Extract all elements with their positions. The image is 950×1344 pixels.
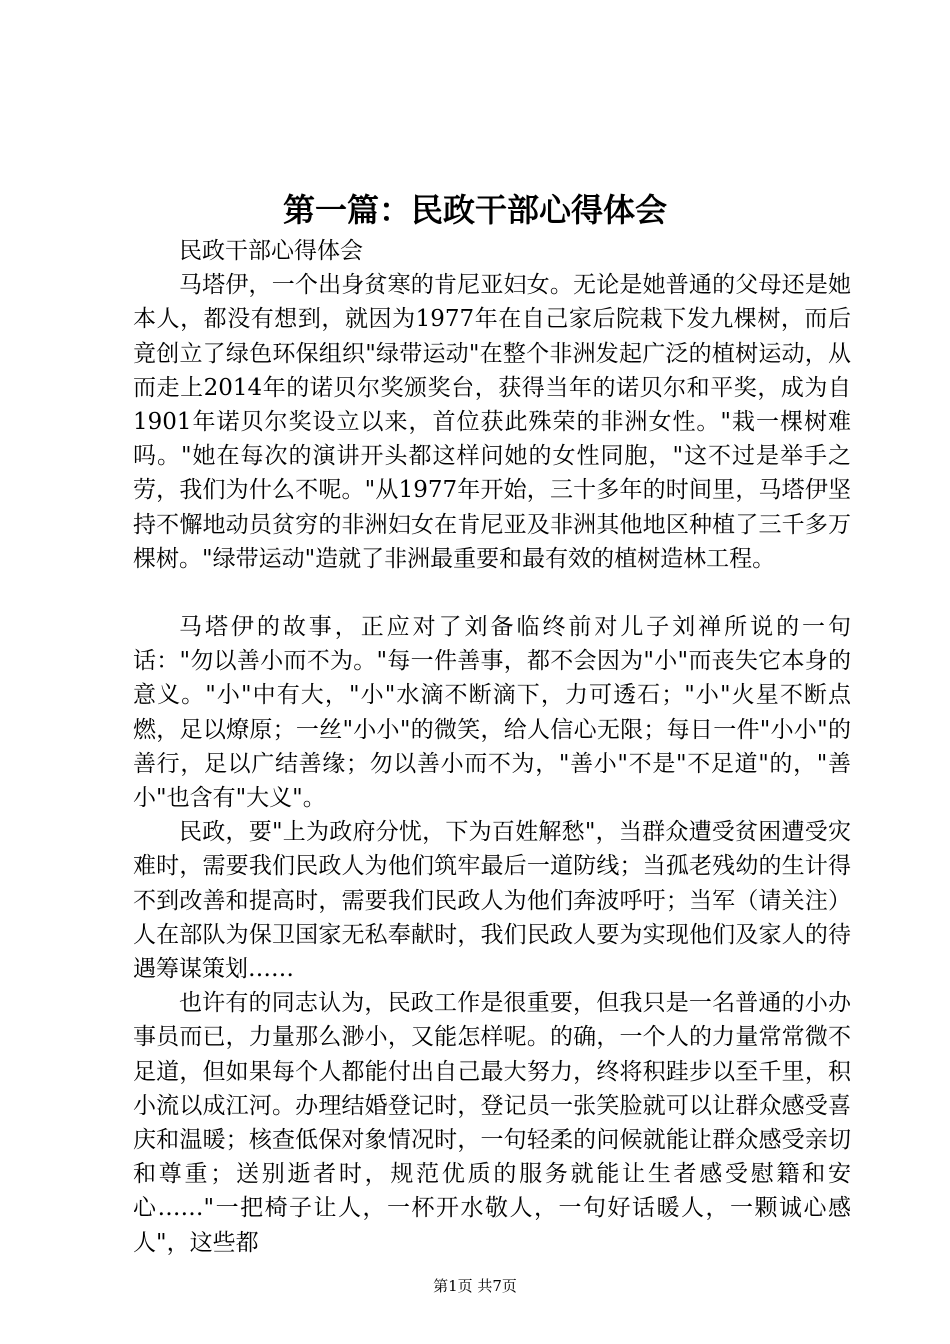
page-footer: 第1页 共7页 [433, 1277, 517, 1295]
paragraph-subtitle: 民政干部心得体会 [179, 238, 363, 264]
document-body [133, 234, 851, 1260]
paragraph-2: 马塔伊的故事，正应对了刘备临终前对儿子刘禅所说的一句话："勿以善小而不为。"每一件善事，都不会因为"小"而丧失它本身的意义。"小"中有大，"小"水滴不断滴下，力可透石；"小"火星不断点燃，足以燎原；一丝"小小"的微笑，给人信心无限；每日一件"小小"的善行，足以广结善缘；勿以善小而不为，"善小"不是"不足道"的，"善小"也含有"大义"。 [133, 614, 851, 812]
document-title: 第一篇：民政干部心得体会 [282, 191, 667, 229]
paragraph-4: 也许有的同志认为，民政工作是很重要，但我只是一名普通的小办事员而已，力量那么渺小，又能怎样呢。的确，一个人的力量常常微不足道，但如果每个人都能付出自己最大努力，终将积跬步以至千里，积小流以成江河。办理结婚登记时，登记员一张笑脸就可以让群众感受喜庆和温暖；核查低保对象情况时，一句轻柔的问候就能让群众感受亲切和尊重；送别逝者时，规范优质的服务就能让生者感受慰籍和安心……"一把椅子让人，一杯开水敬人，一句好话暖人，一颗诚心感人"，这些都 [133, 990, 851, 1256]
paragraph-3: 民政，要"上为政府分忧，下为百姓解愁"，当群众遭受贫困遭受灾难时，需要我们民政人为他们筑牢最后一道防线；当孤老残幼的生计得不到改善和提高时，需要我们民政人为他们奔波呼吁；当军（请关注）人在部队为保卫国家无私奉献时，我们民政人要为实现他们及家人的待遇筹谋策划…… [133, 819, 851, 983]
paragraph-1: 马塔伊，一个出身贫寒的肯尼亚妇女。无论是她普通的父母还是她本人，都没有想到，就因为1977年在自己家后院栽下发九棵树，而后竟创立了绿色环保组织"绿带运动"在整个非洲发起广泛的植树运动，从而走上2014年的诺贝尔奖颁奖台，获得当年的诺贝尔和平奖，成为自1901年诺贝尔奖设立以来，首位获此殊荣的非洲女性。"栽一棵树难吗。"她在每次的演讲开头都这样问她的女性同胞，"这不过是举手之劳，我们为什么不呢。"从1977年开始，三十多年的时间里，马塔伊坚持不懈地动员贫穷的非洲妇女在肯尼亚及非洲其他地区种植了三千多万棵树。"绿带运动"造就了非洲最重要和最有效的植树造林工程。 [133, 272, 851, 572]
